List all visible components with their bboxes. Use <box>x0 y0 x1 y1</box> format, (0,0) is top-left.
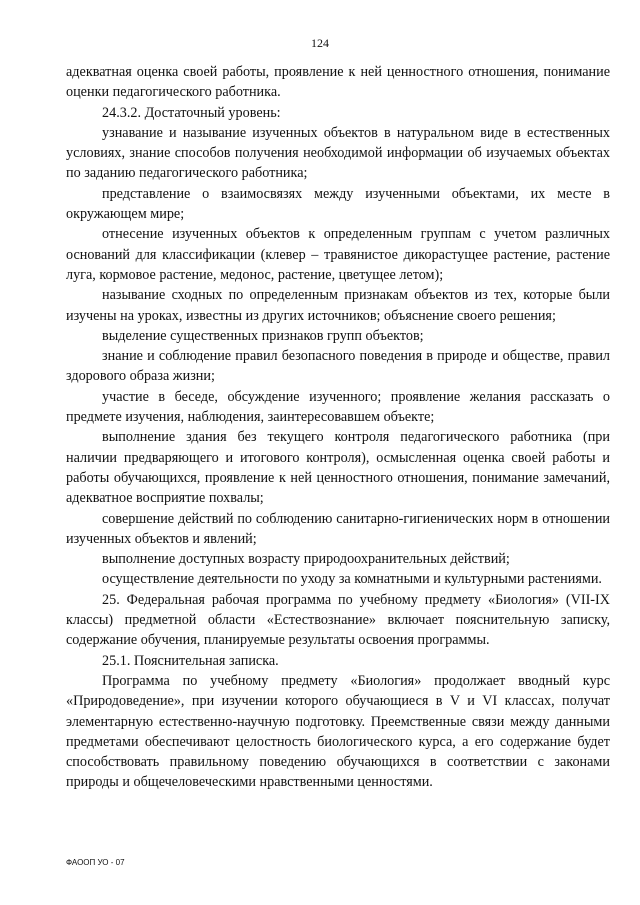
page-number: 124 <box>311 36 329 50</box>
body-text <box>66 62 610 793</box>
paragraph: знание и соблюдение правил безопасного поведения в природе и обществе, правил здорового образа жизни; <box>66 348 610 385</box>
paragraph-continuation: адекватная оценка своей работы, проявление к ней ценностного отношения, понимание оценки педагогического работника. <box>66 64 610 101</box>
paragraph: отнесение изученных объектов к определенным группам с учетом различных оснований для классификации (клевер – травянистое дикорастущее растение, растение луга, кормовое растение, медонос, растение, цветущее летом); <box>66 226 610 283</box>
paragraph: выделение существенных признаков групп объектов; <box>102 327 424 344</box>
paragraph: Программа по учебному предмету «Биология» продолжает вводный курс «Природоведение», при изучении которого обучающиеся в V и VI классах, получат элементарную естественно-научную подготовку. Преемственные связи между данными предметами обеспечивают целостность биологического курса, а его содержание будет способствовать правильному поведению обучающихся в соответствии с законами природы и общечеловеческими нравственными ценностями. <box>66 672 610 791</box>
paragraph: участие в беседе, обсуждение изученного; проявление желания рассказать о предмете изучения, наблюдения, заинтересовавшем объекте; <box>66 388 610 426</box>
paragraph: представление о взаимосвязях между изученными объектами, их месте в окружающем мире; <box>66 185 610 223</box>
paragraph: узнавание и называние изученных объектов в натуральном виде в естественных условиях, знание способов получения необходимой информации об изучаемых объектах по заданию педагогического работника; <box>66 124 610 182</box>
paragraph: выполнение доступных возрасту природоохранительных действий; <box>102 551 510 568</box>
section-heading-25-1: 25.1. Пояснительная записка. <box>102 652 279 669</box>
section-heading-25: 25. Федеральная рабочая программа по учебному предмету «Биология» (VII-IX классы) предметной области «Естествознание» включает пояснительную записку, содержание обучения, планируемые результаты освоения программы. <box>66 591 610 649</box>
paragraph: осуществление деятельности по уходу за комнатными и культурными растениями. <box>102 571 602 588</box>
paragraph: называние сходных по определенным признакам объектов из тех, которые были изучены на уроках, известны из других источников; объяснение своего решения; <box>66 287 610 324</box>
paragraph: совершение действий по соблюдению санитарно-гигиенических норм в отношении изученных объектов и явлений; <box>66 510 610 547</box>
footer-label: ФАООП УО - 07 <box>66 858 125 867</box>
paragraph: выполнение здания без текущего контроля педагогического работника (при наличии предваряющего и итогового контроля), осмысленная оценка своей работы и работы обучающихся, проявление к ней ценностного отношения, понимание замечаний, адекватное восприятие похвалы; <box>66 429 610 507</box>
section-heading-24-3-2: 24.3.2. Достаточный уровень: <box>102 104 281 121</box>
